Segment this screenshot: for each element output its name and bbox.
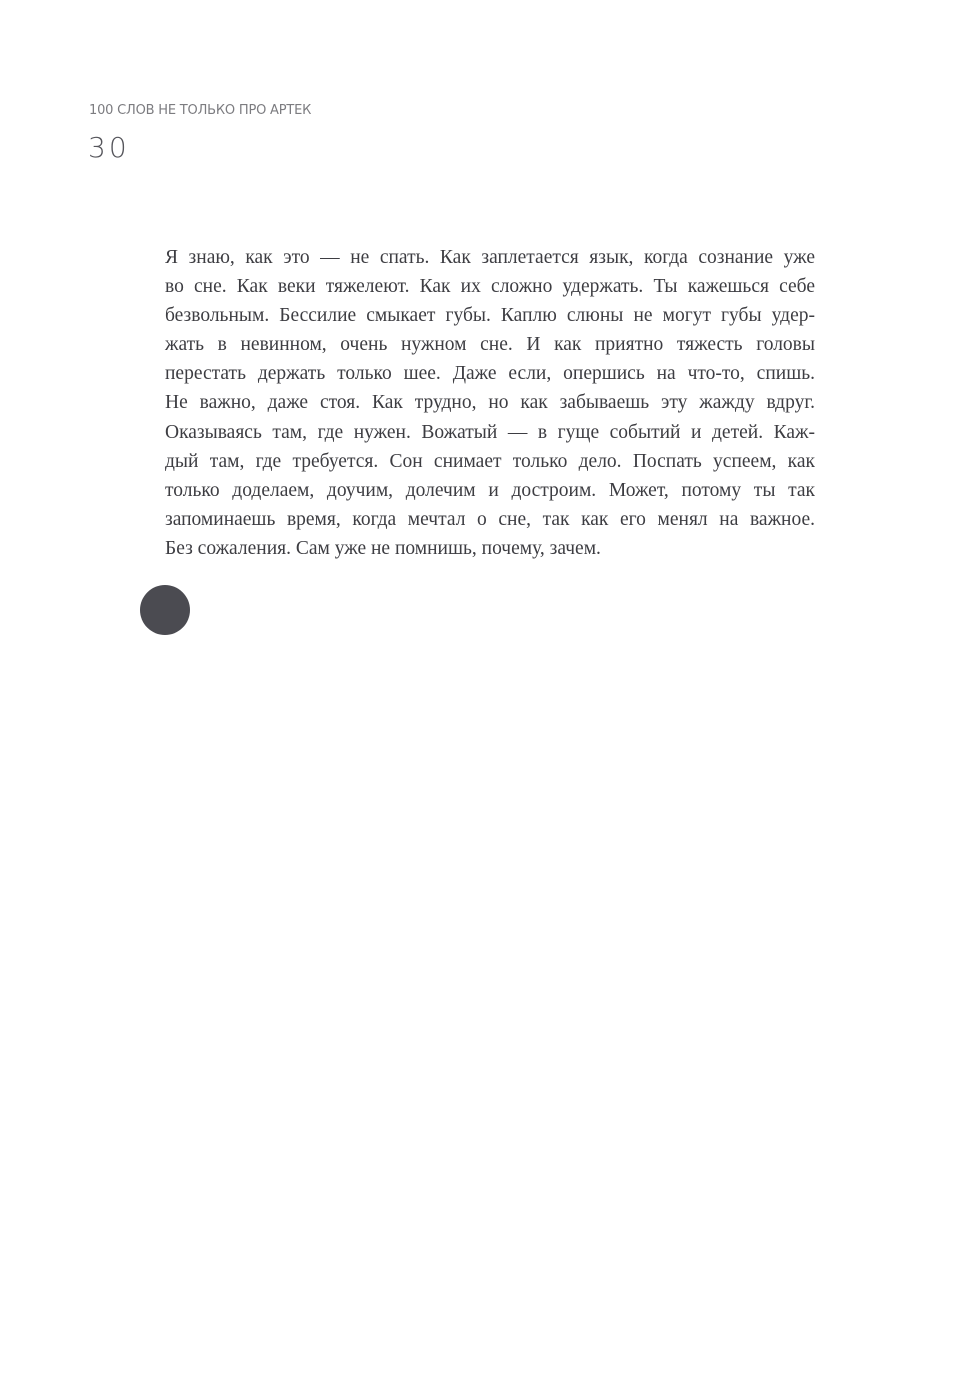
page-number: 30	[88, 131, 130, 164]
body-paragraph	[165, 243, 815, 563]
text-line: дый там, где требуется. Сон снимает только дело. Поспать успеем, как	[165, 450, 815, 472]
text-line: только доделаем, доучим, долечим и достроим. Может, потому ты так	[165, 479, 815, 501]
text-line: жать в невинном, очень нужном сне. И как приятно тяжесть головы	[165, 334, 815, 356]
running-header: 100 СЛОВ НЕ ТОЛЬКО ПРО АРТЕК	[89, 103, 312, 118]
text-line: перестать держать только шее. Даже если, опершись на что-то, спишь.	[165, 363, 815, 385]
text-line: Оказываясь там, где нужен. Вожатый — в гуще событий и детей. Каж-	[165, 421, 815, 443]
text-line: Не важно, даже стоя. Как трудно, но как забываешь эту жажду вдруг.	[165, 392, 815, 414]
text-line: во сне. Как веки тяжелеют. Как их сложно удержать. Ты кажешься себе	[165, 276, 815, 298]
text-line: безвольным. Бессилие смыкает губы. Каплю слюны не могут губы удер-	[165, 305, 815, 327]
text-line: Я знаю, как это — не спать. Как заплетается язык, когда сознание уже	[165, 247, 815, 268]
decorative-dot-icon	[140, 585, 190, 635]
text-line: Без сожаления. Сам уже не помнишь, почему, зачем.	[165, 537, 601, 559]
text-line: запоминаешь время, когда мечтал о сне, так как его менял на важное.	[165, 508, 815, 530]
